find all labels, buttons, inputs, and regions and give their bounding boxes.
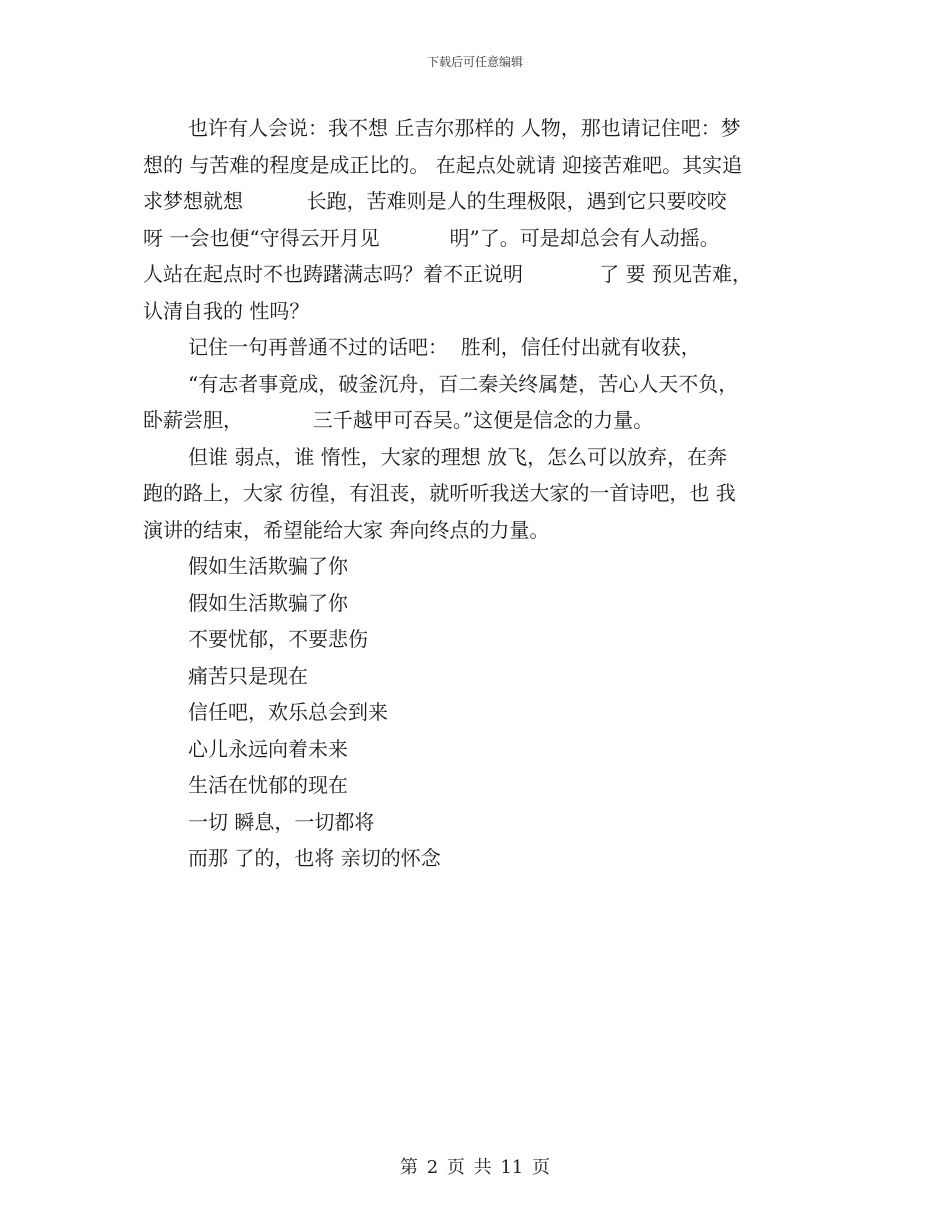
poem-line: 生活在忧郁的现在 [188, 773, 348, 797]
paragraph-line: 记住一句再普通不过的话吧： 胜利，信任付出就有收获， [188, 335, 701, 359]
poem-line: 而那 了的，也将 亲切的怀念 [188, 846, 441, 870]
poem-line: 一切 瞬息，一切都将 [188, 809, 375, 834]
poem-line: 痛苦只是现在 [188, 663, 308, 688]
poem-line: 信任吧，欢乐总会到来 [188, 700, 388, 724]
poem-line: 心儿永远向着未来 [188, 736, 348, 761]
paragraph-line: 也许有人会说：我不想 丘吉尔那样的 人物，那也请记住吧：梦 [188, 116, 741, 140]
paragraph-line: 呀 一会也便“守得云开月见 明”了。可是却总会有人动摇。 [143, 225, 720, 250]
paragraph-line: 求梦想就想 长跑，苦难则是人的生理极限，遇到它只要咬咬 [143, 189, 727, 213]
document-body [143, 110, 813, 877]
paragraph-line: 但谁 弱点，谁 惰性，大家的理想 放飞，怎么可以放弃，在奔 [188, 444, 728, 469]
page-number: 第 2 页 共 11 页 [400, 1157, 550, 1178]
page-header: 下载后可任意编辑 [426, 55, 523, 69]
paragraph-line: 人站在起点时不也踌躇满志吗？着不正说明 了 要 预见苦难， [143, 262, 753, 286]
quote-line: 卧薪尝胆， 三千越甲可吞吴。”这便是信念的力量。 [143, 408, 654, 432]
quote-line: “有志者事竟成，破釜沉舟，百二秦关终属楚，苦心人天不负， [188, 371, 739, 396]
paragraph-line: 跑的路上，大家 彷徨，有沮丧，就听听我送大家的一首诗吧，也 我 [143, 481, 736, 505]
poem-title: 假如生活欺骗了你 [188, 554, 348, 578]
paragraph-line: 认清自我的 性吗？ [143, 298, 310, 323]
paragraph-line: 演讲的结束，希望能给大家 奔向终点的力量。 [143, 517, 550, 542]
poem-line: 假如生活欺骗了你 [188, 590, 348, 615]
paragraph-line: 想的 与苦难的程度是成正比的。 在起点处就请 迎接苦难吧。其实追 [143, 152, 743, 177]
poem-line: 不要忧郁，不要悲伤 [188, 627, 368, 651]
